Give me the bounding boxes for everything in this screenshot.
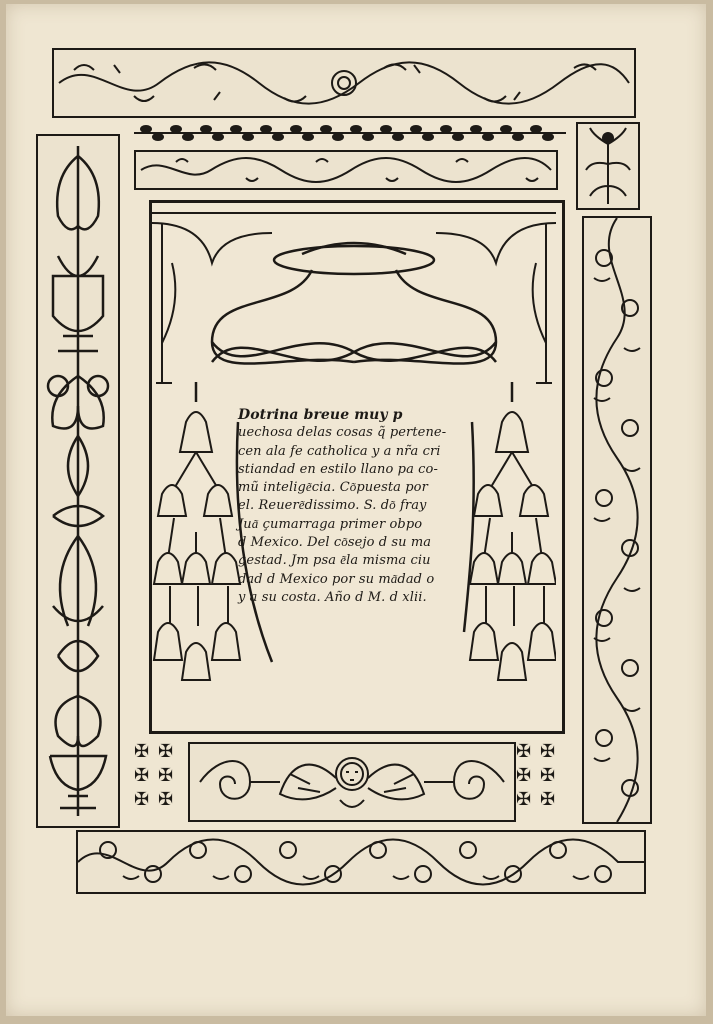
cherub-icon [190, 744, 514, 820]
candelabrum-column-icon [38, 136, 118, 826]
title-line: mũ intelige͂cia. Co͂puesta por [238, 480, 428, 496]
cross-icon: ✠ [134, 789, 153, 810]
top-frieze [52, 48, 636, 118]
title-block [238, 406, 470, 607]
cross-icon: ✠ [516, 741, 535, 762]
title-line: uechosa delas cosas q̃ pertene- [238, 425, 447, 441]
title-line: Dotrina breue muy p [238, 407, 403, 423]
cross-icon: ✠ [158, 765, 177, 786]
corner-block [576, 122, 640, 210]
vine-frieze-icon [78, 832, 644, 892]
title-line: gestad. Jm psa e͂la misma ciu [238, 553, 431, 569]
crosses-left [134, 740, 152, 812]
lily-icon [578, 124, 638, 208]
cross-icon: ✠ [540, 741, 559, 762]
cross-icon: ✠ [134, 741, 153, 762]
crosses-right-2 [540, 740, 558, 812]
cross-icon: ✠ [540, 789, 559, 810]
cross-icon: ✠ [540, 765, 559, 786]
bottom-frieze [76, 830, 646, 894]
cherub-panel [188, 742, 516, 822]
title-line: dad d Mexico por su ma͂dad o [238, 571, 435, 587]
vine-column-icon [584, 218, 650, 822]
cross-icon: ✠ [516, 789, 535, 810]
title-line: el. Reuere͂dissimo. S. do͂ fray [238, 498, 427, 514]
leaf-strip-icon [134, 122, 566, 144]
left-column [36, 134, 120, 828]
leaf-strip [134, 122, 566, 144]
title-line: stiandad en estilo llano pa co- [238, 461, 438, 477]
title-line: cen ala fe catholica y a nr̃a cri [238, 443, 441, 459]
foliate-frieze-icon [54, 50, 634, 116]
cross-icon: ✠ [134, 765, 153, 786]
title-line: Jua͂ çumarraga primer obpo [238, 516, 423, 532]
scroll-frieze-icon [136, 152, 556, 188]
cross-icon: ✠ [158, 789, 177, 810]
crosses-right [516, 740, 534, 812]
cross-icon: ✠ [158, 741, 177, 762]
printed-page [6, 4, 706, 1016]
crosses-left-2 [158, 740, 176, 812]
right-column [582, 216, 652, 824]
second-frieze [134, 150, 558, 190]
cross-icon: ✠ [516, 765, 535, 786]
title-line: d Mexico. Del co͂sejo d su ma [238, 535, 432, 551]
title-line: y a su costa. Año d M. d xlii. [238, 589, 427, 605]
